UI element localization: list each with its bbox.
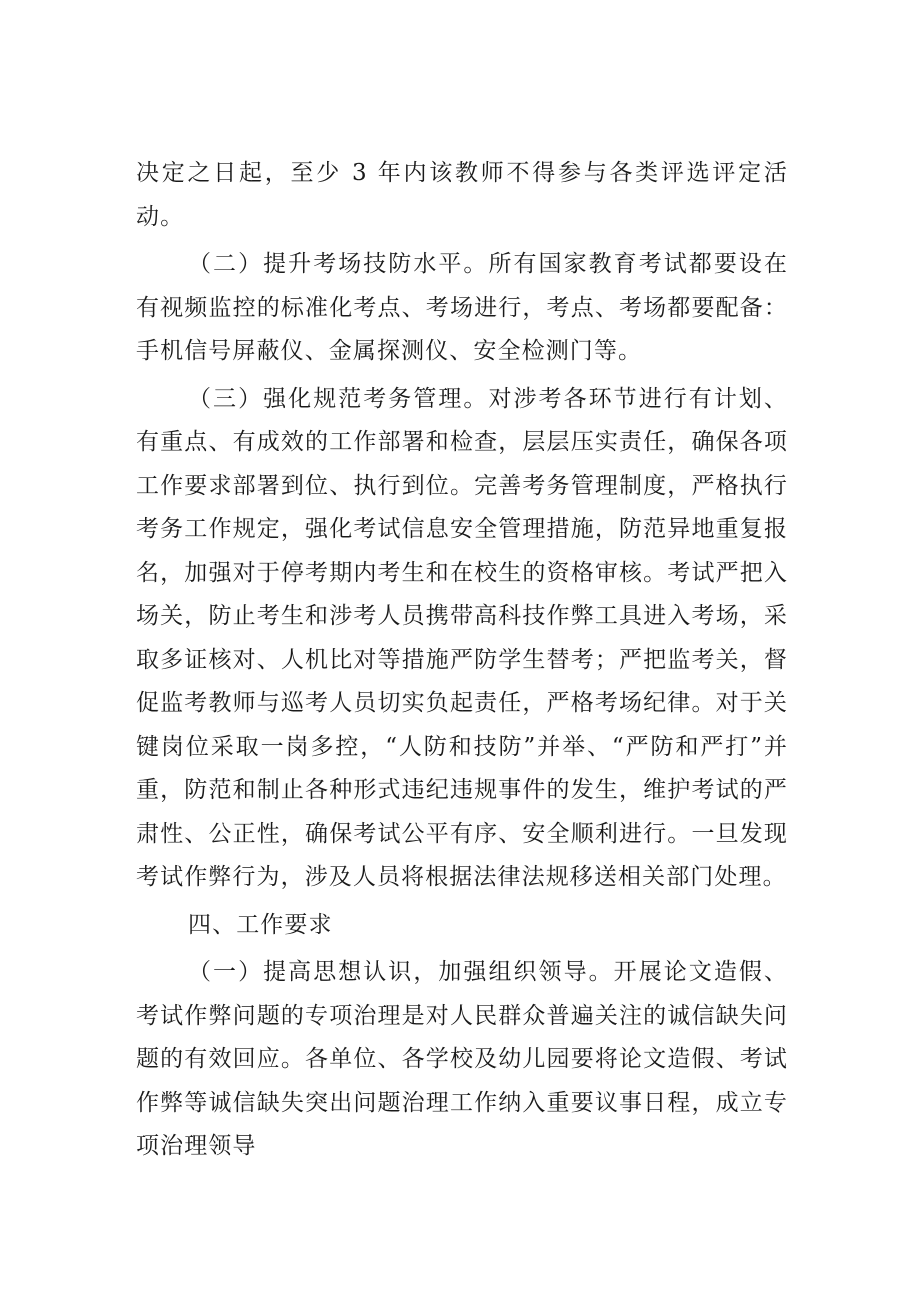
section-heading: 四、工作要求 xyxy=(188,911,333,938)
paragraph-awareness: （一）提高思想认识，加强组织领导。开展论文造假、考试作弊问题的专项治理是对人民群众普遍关注的诚信缺失问题的有效回应。各单位、各学校及幼儿园要将论文造假、考试作弊等诚信缺失突出问题治理工作纳入重要议事日程，成立专项治理领导 xyxy=(136,959,788,1159)
paragraph-exam-management: （三）强化规范考务管理。对涉考各环节进行有计划、有重点、有成效的工作部署和检查，层层压实责任，确保各项工作要求部署到位、执行到位。完善考务管理制度，严格执行考务工作规定，强化考试信息安全管理措施，防范异地重复报名，加强对于停考期内考生和在校生的资格审核。考试严把入场关，防止考生和涉考人员携带高科技作弊工具进入考场，采取多证核对、人机比对等措施严防学生替考；严把监考关，督促监考教师与巡考人员切实负起责任，严格考场纪律。对于关键岗位采取一岗多控，“人防和技防”并举、“严防和严打”并重，防范和制止各种形式违纪违规事件的发生，维护考试的严肃性、公正性，确保考试公平有序、安全顺利进行。一旦发现考试作弊行为，涉及人员将根据法律法规移送相关部门处理。 xyxy=(136,385,788,890)
document-body xyxy=(136,152,788,1169)
paragraph-continuation: 决定之日起，至少 3 年内该教师不得参与各类评选评定活动。 xyxy=(136,160,788,230)
paragraph-tech-defense: （二）提升考场技防水平。所有国家教育考试都要设在有视频监控的标准化考点、考场进行，考点、考场都要配备：手机信号屏蔽仪、金属探测仪、安全检测门等。 xyxy=(136,251,788,364)
